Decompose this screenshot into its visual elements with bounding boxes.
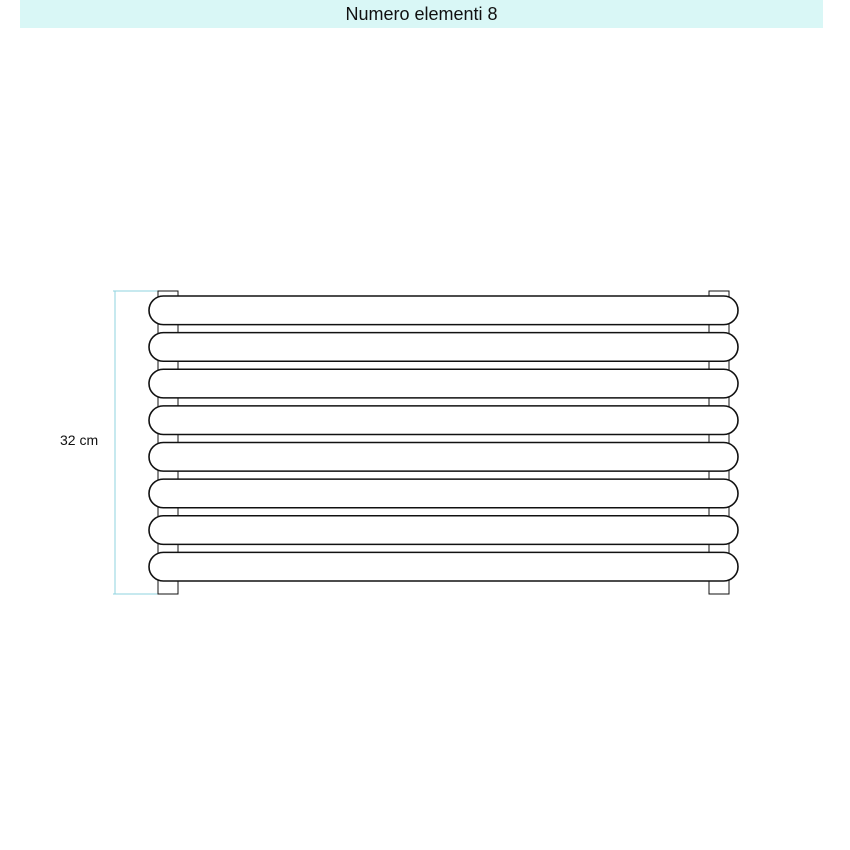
radiator-tube	[149, 552, 738, 581]
tubes-group	[149, 296, 738, 581]
radiator-tube	[149, 479, 738, 508]
height-dimension-label: 32 cm	[60, 432, 99, 448]
radiator-tube	[149, 516, 738, 545]
radiator-tube	[149, 406, 738, 435]
title-text: Numero elementi 8	[345, 3, 498, 24]
radiator-tube	[149, 296, 738, 325]
height-dimension-line	[113, 291, 158, 594]
radiator-tube	[149, 369, 738, 398]
radiator-tube	[149, 333, 738, 362]
radiator-tube	[149, 443, 738, 472]
